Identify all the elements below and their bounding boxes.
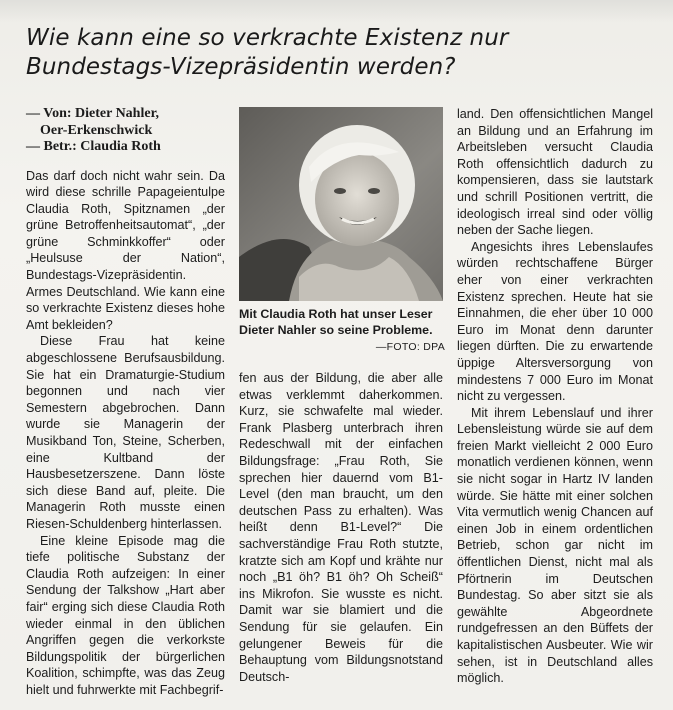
caption-text: Mit Claudia Roth hat unser Leser Dieter Nahler so seine Probleme. — [239, 307, 433, 337]
article-headline: Wie kann eine so verkrachte Existenz nur Bundestags-Vizepräsidentin werden? — [26, 25, 509, 80]
byline-author: — Von: Dieter Nahler, — [26, 106, 159, 121]
paragraph: Das darf doch nicht wahr sein. Da wird diese schrille Papageientulpe Claudia Roth, Spitznamen „der grüne Betroffenheitsautomat“, „der grüne Schminkkoffer“ oder „Heulsuse der Nation“, Bundestags-Vizepräsidentin. Armes Deutschland. Wie kann eine so verkrachte Existenz dieses hohe Amt bekleiden? — [26, 168, 225, 332]
paragraph: fen aus der Bildung, die aber alle etwas verklemmt daherkommen. Kurz, sie schwafelte mal wieder. Frank Plasberg unterbrach ihren Redeschwall mit der einfachen Bildungsfrage: „Frau Roth, Sie sprechen hier dauernd vom B1-Level (den man braucht, um den deutschen Pass zu erhalten). Was heißt denn B1-Level?“ Die sachverständige Frau Roth stutzte, kratzte sich am Kopf und krähte nur noch „B1 öh? B1 öh? Oh Scheiß“ ins Mikrofon. Sie wusste es nicht. Damit war sie blamiert und die Sendung für sie gelaufen. Ein gelungener Beweis für die Behauptung vom Bildungsnotstand Deutsch- — [239, 371, 443, 684]
scan-edge-bleed — [0, 0, 673, 22]
portrait-illustration — [239, 107, 443, 301]
paragraph: Diese Frau hat keine abgeschlossene Berufsausbildung. Sie hat ein Dramaturgie-Studium begonnen und nach vier Semestern abgebrochen. Dann wurde sie Managerin der Musikband Ton, Steine, Scherben, eine Kultband der Hausbesetzerszene. Dann löste sich diese Band auf, pleite. Die Managerin Roth musste einen Riesen-Schuldenberg hinterlassen. — [26, 334, 225, 531]
paragraph: land. Den offensichtlichen Mangel an Bildung und an Erfahrung im Arbeitsleben versucht Claudia Roth offensichtlich dadurch zu kompensieren, dass sie lautstark und schrill Positionen vertritt, die ideologisch irreal sind oder völlig neben der Sache liegen. — [457, 107, 653, 238]
photo-caption — [239, 306, 445, 355]
column-1 — [26, 106, 225, 699]
paragraph: Mit ihrem Lebenslauf und ihrer Lebensleistung würde sie auf dem freien Markt vielleicht 2 000 Euro monatlich verdienen können, wenn sie nicht sogar in Hartz IV landen würde. Sie hätte mit einer solchen Vita vermutlich wenig Chancen auf einen Job in einem ordentlichen Betrieb, schon gar nicht im öffentlichen Dienst, nicht mal als Pförtnerin im Deutschen Bundestag. So aber sitzt sie als gewählte Abgeordnete rundgefressen an den Büffets der kapitalistischen Ausbeuter. Wie wir sehen, ist in Deutschland alles möglich. — [457, 405, 653, 686]
byline-subject: — Betr.: Claudia Roth — [26, 139, 161, 154]
column-2 — [239, 370, 443, 685]
column-3 — [457, 106, 653, 687]
photo-credit: —FOTO: DPA — [375, 341, 445, 353]
byline — [26, 106, 225, 156]
portrait-photo — [239, 107, 443, 301]
paragraph: Angesichts ihres Lebenslaufes würden rechtschaffene Bürger eher von einer verkrachten Existenz sprechen. Heute hat sie Einnahmen, die eher über 10 000 Euro im Monat denn darunter liegen dürften. Die zu erwartende üppige Altersversorgung von mindestens 7 000 Euro im Monat nicht zu vergessen. — [457, 239, 653, 404]
byline-place: Oer-Erkenschwick — [40, 122, 153, 138]
paragraph: Eine kleine Episode mag die tiefe politische Substanz der Claudia Roth aufzeigen: In einer Sendung der Talkshow „Hart aber fair“ erging sich diese Claudia Roth wieder einmal in den üblichen Angriffen gegen die verkorkste Bildungspolitik der bürgerlichen Koalition, schimpfte, was das Zeug hielt und fuhrwerkte mit Fachbegrif- — [26, 533, 225, 697]
